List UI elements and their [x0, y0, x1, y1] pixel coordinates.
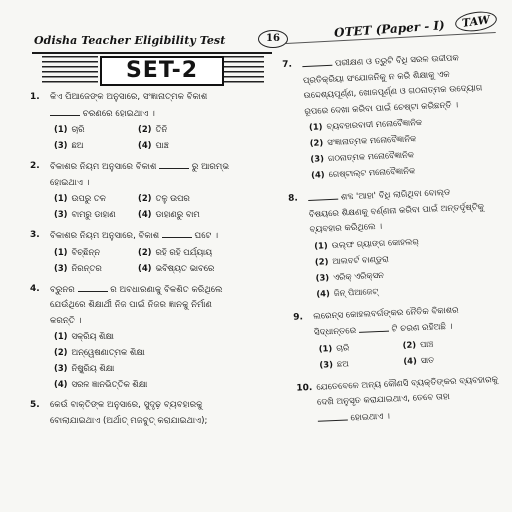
- question-line: ଚରଣରେ ହୋଇଥାଏ ।: [50, 106, 270, 123]
- answer-blank: [159, 159, 189, 169]
- answer-option: [54, 191, 138, 206]
- answer-option: [138, 245, 238, 260]
- question-text: [50, 228, 270, 245]
- option-number: (2): [309, 137, 324, 148]
- option-text: ଛଅ: [71, 140, 84, 150]
- question-line: ହୋଇଥାଏ ।: [50, 177, 90, 188]
- question: [30, 90, 270, 153]
- option-text: ଭବିଷ୍ୟତ ଭାବରେ: [155, 262, 215, 273]
- option-number: (1): [54, 193, 68, 203]
- question: [30, 398, 270, 429]
- question-text: [50, 398, 270, 429]
- option-text: ସରଳ ଜ୍ଞାନଭିତ୍ତିକ ଶିକ୍ଷା: [71, 379, 148, 389]
- option-number: (2): [138, 124, 152, 134]
- option-number: (4): [403, 354, 417, 366]
- option-text: ବାମରୁ ଡାହାଣ: [71, 209, 116, 219]
- question-number: 8.: [287, 193, 299, 204]
- answer-options: [54, 191, 270, 222]
- question-line: ସିଦ୍ଧାନ୍ତରେ ଟି ଚରଣ ରହିଅଛି ।: [313, 321, 453, 338]
- answer-option: [138, 207, 238, 222]
- question-line: ଯେଉଁଥିରେ ଶିକ୍ଷାର୍ଥୀ ନିଜ ପାଇଁ ନିଜର ଜ୍ଞାନକୁ ନିର୍ମାଣ: [50, 300, 212, 310]
- option-text: ସାତ: [420, 354, 435, 365]
- question-line: ହୋଇଥାଏ ।: [317, 403, 512, 428]
- set-title: SET-2: [100, 56, 224, 86]
- answer-option: [54, 245, 138, 260]
- question-line: ଯେତେବେଳେ ଅନ୍ୟ କୌଣସି ବ୍ୟକ୍ତିଙ୍କର ବ୍ୟବହାରକୁ: [316, 374, 499, 393]
- option-number: (1): [313, 239, 328, 251]
- answer-blank: [359, 322, 389, 333]
- option-number: (3): [54, 209, 68, 219]
- option-text: ଚାରି: [71, 124, 85, 134]
- answer-option: [54, 345, 254, 360]
- option-text: ତଳୁ ଉପର: [155, 193, 190, 203]
- page-number: 16: [258, 30, 288, 48]
- option-text: ଏରିକ୍ ଏରିକ୍ସନ: [332, 269, 384, 282]
- answer-blank: [50, 106, 80, 116]
- option-number: (3): [315, 271, 330, 283]
- answer-options: [314, 230, 512, 301]
- option-number: (3): [310, 153, 325, 164]
- answer-blank: [78, 282, 108, 292]
- answer-options: [54, 245, 270, 276]
- option-number: (3): [54, 363, 68, 373]
- answer-blank: [317, 410, 347, 421]
- option-text: ଗେଷ୍ଟାଲ୍ଟ ମନୋବୈଜ୍ଞାନିକ: [328, 165, 416, 180]
- question-number: 1.: [30, 92, 40, 102]
- answer-option: [54, 329, 254, 344]
- question-text: [50, 282, 270, 330]
- option-text: ପାଞ୍ଚ: [419, 338, 434, 349]
- set-banner-stripes-right: [224, 56, 264, 84]
- answer-option: [54, 138, 138, 153]
- answer-option: [54, 261, 138, 276]
- answer-blank: [302, 56, 332, 67]
- option-text: ଅନ୍ୱେଷଣାତ୍ମକ ଶିକ୍ଷା: [71, 347, 145, 357]
- answer-option: [54, 122, 138, 137]
- answer-option: [138, 191, 238, 206]
- answer-options: [54, 329, 270, 392]
- option-number: (2): [54, 347, 68, 357]
- question-line: ବ୍ୟବହାର କରିଥିଲେ ।: [309, 221, 383, 235]
- option-number: (4): [316, 287, 330, 299]
- option-text: ବ୍ୟବହାରବାଦୀ ମନୋବୈଜ୍ଞାନିକ: [326, 116, 423, 132]
- question-line: ବିକାଶର ନିୟମ ଅନୁସାରେ, ବିକାଶ ଘଟେ ।: [50, 228, 270, 245]
- option-number: (2): [402, 338, 417, 350]
- option-text: ସଂଜ୍ଞାନାତ୍ମକ ମନୋବୈଜ୍ଞାନିକ: [326, 133, 417, 148]
- option-text: ଉପରୁ ତଳ: [71, 193, 106, 203]
- option-number: (4): [310, 169, 325, 180]
- question-line: ବିକାଶର ନିୟମ ଅନୁସାରେ ବିକାଶ ରୁ ଆରମ୍ଭ: [50, 159, 270, 176]
- question-text: [316, 372, 512, 428]
- question-line: ଶବ୍ଦ 'ଆହା' ବିଧି ଲାଗିଥିବା ବୋଲ୍ଡ: [308, 182, 509, 207]
- option-text: ଡାହାଣରୁ ବାମ: [155, 209, 200, 219]
- question-line: ବିଷୟରେ ଶିକ୍ଷଣକୁ ବର୍ଣ୍ଣନା କରିବା ପାଇଁ ଅନ୍ତର୍ଦୃଷ୍ଟିକୁ: [308, 201, 485, 220]
- answer-option: [138, 261, 238, 276]
- answer-option: [319, 354, 404, 373]
- question-line: ରୂପରେ ଦେଖା କରିବା ପାଇଁ ଚେଷ୍ଟା କରିଛନ୍ତି ।: [304, 99, 459, 117]
- option-text: ସକ୍ରିୟ ଶିକ୍ଷା: [71, 331, 114, 341]
- option-number: (1): [54, 331, 68, 341]
- question: [30, 282, 270, 393]
- option-text: ଜିନ୍ ପିଆଜେଟ୍: [333, 285, 379, 298]
- question-line: ଦେଖି ଅନୁସୃତ କରାଯାଇଥାଏ, ତେବେ ତାହା: [316, 392, 450, 408]
- option-text: ଛଅ: [336, 357, 349, 369]
- option-number: (1): [54, 246, 68, 257]
- option-text: ନିଷ୍କ୍ରିୟ ଶିକ୍ଷା: [71, 363, 115, 373]
- left-column: [30, 90, 270, 435]
- set-banner-stripes-left: [42, 56, 98, 84]
- question-text: [50, 159, 270, 191]
- question: [30, 228, 270, 276]
- publisher-logo: TAW: [454, 9, 498, 34]
- question-line: ପରୀକ୍ଷଣ ଓ ତ୍ରୁଟି ବିଧି ସରଳ ଉଦ୍ଦୀପକ: [302, 48, 503, 73]
- option-number: (1): [54, 124, 68, 134]
- set-banner: [42, 56, 264, 84]
- option-number: (1): [318, 342, 333, 354]
- header-left-title: Odisha Teacher Eligibility Test: [34, 34, 226, 47]
- answer-option: [54, 207, 138, 222]
- question-number: 3.: [30, 230, 40, 240]
- question-number: 2.: [30, 161, 40, 171]
- answer-option: [54, 377, 254, 392]
- question-number: 7.: [282, 59, 293, 70]
- option-number: (2): [138, 193, 152, 203]
- option-text: ନିରନ୍ତର: [71, 262, 102, 273]
- question: [30, 159, 270, 222]
- option-number: (2): [314, 255, 329, 267]
- question: [293, 301, 512, 374]
- question-line: ବ୍ରୁନର ର ଅବଧାରଣାକୁ ବିକଶିତ କରିଥିଲେ: [50, 282, 270, 299]
- question-text: [50, 90, 270, 122]
- answer-option: [403, 349, 504, 368]
- question-number: 5.: [30, 400, 40, 410]
- question-number: 9.: [293, 311, 304, 323]
- option-number: (4): [138, 262, 152, 273]
- answer-option: [138, 138, 238, 153]
- question-line: କରନ୍ତି ।: [50, 315, 82, 326]
- answer-options: [54, 122, 270, 153]
- question: [282, 48, 507, 183]
- question-number: 10.: [296, 382, 313, 394]
- option-number: (3): [54, 140, 68, 150]
- question-line: ବୋଲାଯାଇଥାଏ (ଅର୍ଥାତ୍ ମଜବୁତ୍ କରାଯାଇଥାଏ);: [50, 415, 208, 426]
- answer-option: [54, 361, 254, 376]
- question: [288, 182, 512, 302]
- question-line: ଉଦ୍ଦେଶ୍ୟପୂର୍ଣ୍ଣ, ଖୋଜପୂର୍ଣ୍ଣ ଓ ଗଠନାତ୍ମକ ଉଦ୍ୟୋଗ: [303, 83, 483, 102]
- question: [296, 372, 512, 429]
- header-right-title: OTET (Paper - I): [333, 18, 446, 40]
- option-text: ରହି ରହି ପର୍ଯ୍ୟାୟ: [155, 246, 213, 257]
- answer-options: [309, 111, 508, 182]
- option-text: ବିଚ୍ଛିନ୍ନ: [71, 246, 101, 257]
- answer-option: [138, 122, 238, 137]
- option-text: ଗଠନାତ୍ମକ ମନୋବୈଜ୍ଞାନିକ: [327, 149, 415, 164]
- question-line: ଲରେନ୍ସ କୋହଲବର୍ଗଙ୍କର ନୈତିକ ବିକାଶର: [313, 305, 459, 322]
- option-text: ତିନି: [155, 124, 168, 134]
- question-line: କେଉଁ ବାକ୍ତିଙ୍କ ଅନୁସାରେ, ସୁଦୃଢ଼ ବ୍ୟବହାରକୁ: [50, 400, 203, 410]
- option-number: (4): [54, 379, 68, 389]
- option-number: (4): [138, 209, 152, 219]
- header-rule: [32, 52, 272, 54]
- option-number: (4): [138, 140, 152, 150]
- question-text: [302, 48, 505, 120]
- option-text: ଚାରି: [335, 341, 350, 353]
- answer-blank: [162, 228, 192, 238]
- answer-blank: [308, 190, 338, 201]
- question-line: ପ୍ରତିକ୍ରିୟା ସଂଯୋଜନିକୁ ନ କରି ଶିକ୍ଷାକୁ ଏକ: [302, 69, 450, 86]
- option-text: ପାଞ୍ଚ: [155, 140, 169, 150]
- option-number: (3): [319, 358, 334, 370]
- question-number: 4.: [30, 283, 40, 294]
- option-number: (2): [138, 246, 152, 257]
- option-text: ଉଲ୍ଫ ଗ୍ୟାଙ୍ଗ କୋହଲର୍: [331, 235, 419, 250]
- option-text: ଆଲବର୍ଟ ବାଣ୍ଡୁରା: [332, 253, 389, 266]
- question-line: କିଏ ପିଆଜେଙ୍କ ଅନୁସାରେ, ସଂଜ୍ଞାନାତ୍ମକ ବିକାଶ: [50, 92, 208, 102]
- option-number: (1): [308, 121, 323, 132]
- option-number: (3): [54, 262, 68, 273]
- right-column: [282, 48, 512, 436]
